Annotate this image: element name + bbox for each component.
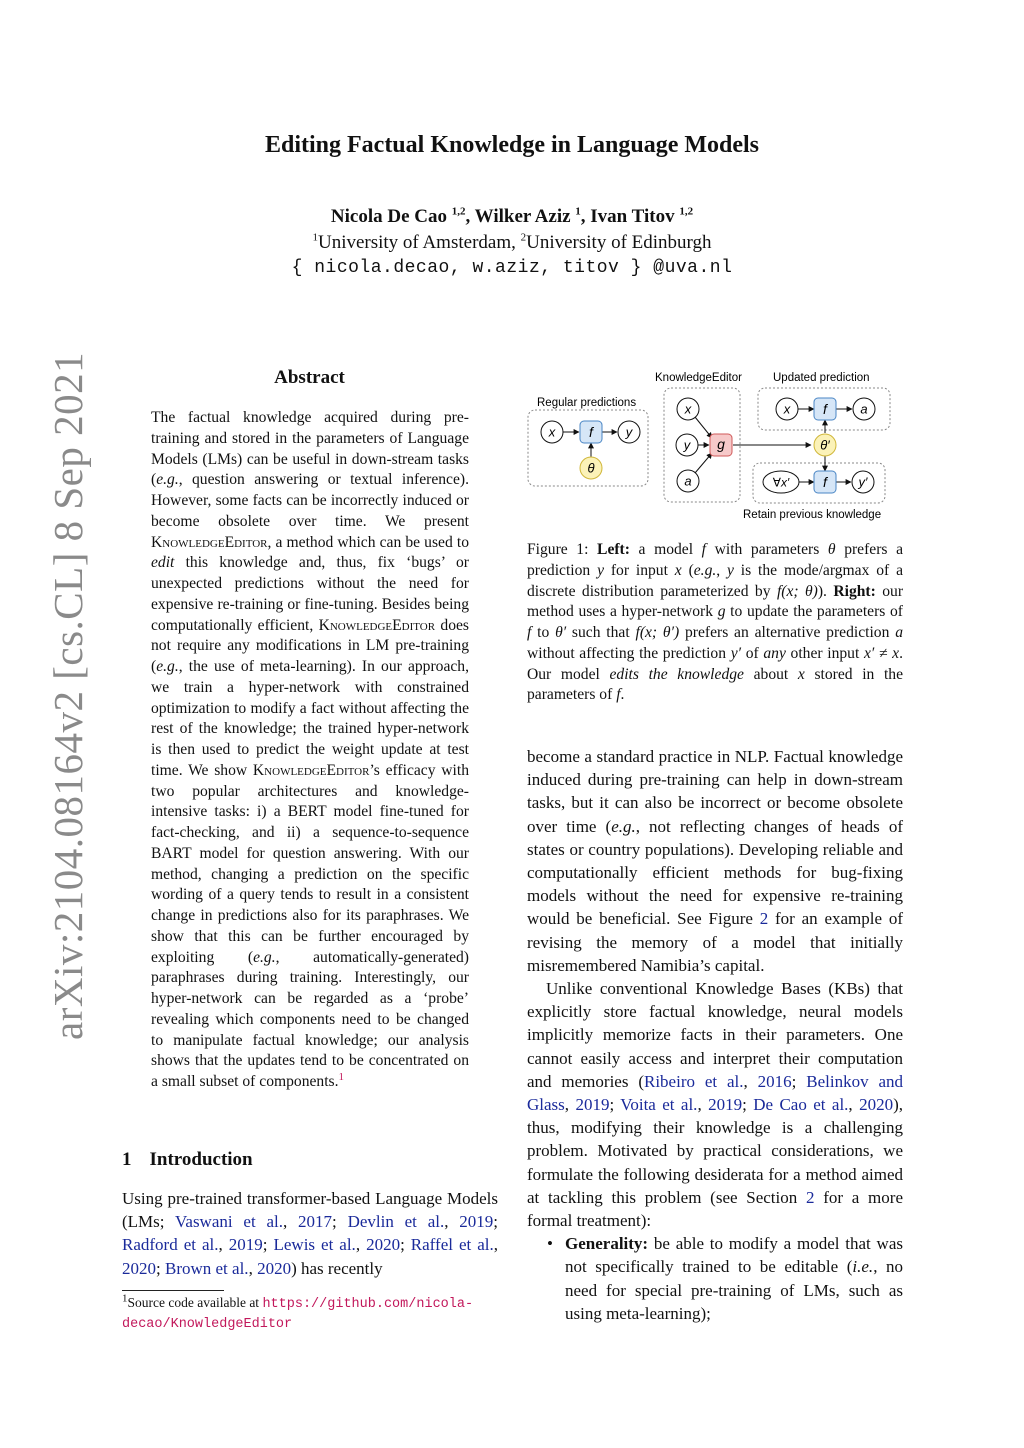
caption-text: without affecting the prediction (527, 644, 731, 662)
punct: ; (609, 1095, 621, 1115)
abstract-text: , automatically-generated) paraphrases during training. Interestingly, our hyper-network can be regarded as a ‘probe’ revealing which components need to be changed to manipulate factual knowledge; our analysis shows that the updates tend to be concentrated on a small subset of components. (151, 948, 469, 1090)
footnote-number: 1 (122, 1292, 128, 1305)
caption-text: prefers an alternative prediction (679, 624, 896, 641)
punct: ; (262, 1235, 274, 1255)
caption-text: prefers a prediction (527, 541, 903, 579)
citation-link[interactable]: Brown et al. (164, 1258, 249, 1278)
abstract-text: does not require any modifications in LM pre-training ( (151, 616, 469, 675)
right-column-body (527, 745, 903, 1325)
citation-year-link[interactable]: 2020 (122, 1258, 156, 1278)
caption-bold: Left: (597, 541, 630, 558)
punct: ; (791, 1071, 807, 1091)
punct: , (218, 1235, 229, 1255)
affil-1: University of Amsterdam, (317, 232, 521, 253)
punct: , (697, 1095, 709, 1115)
punct: ; (400, 1235, 411, 1255)
abstract-text: , a method which can be used to (267, 533, 469, 551)
math: θ′ (555, 624, 567, 641)
label-updated: Updated prediction (773, 372, 870, 384)
author-2: Wilker Aziz (474, 206, 571, 227)
caption-text: such that (566, 624, 636, 641)
node-label: f (823, 474, 827, 490)
citation-link[interactable]: Radford et al. (122, 1235, 219, 1255)
math: x (797, 665, 805, 683)
node-label: ∀x′ (772, 475, 790, 490)
abbr: e.g. (253, 948, 276, 966)
node-label: x (783, 401, 791, 417)
paragraph (527, 977, 903, 1232)
affil-2: University of Edinburgh (526, 232, 712, 253)
affil-mark: 2 (520, 231, 527, 244)
node-label: f (823, 401, 827, 417)
node-label: f (589, 424, 593, 440)
abstract-text: The factual knowledge acquired during pre-training and stored in the parameters of Language Models (LMs) can be useful in down-stream tasks ( (151, 409, 469, 489)
node-label: y (683, 437, 691, 453)
section-ref-link[interactable]: 2 (806, 1187, 815, 1207)
affil-mark: 1 (312, 231, 318, 244)
punct: ; (493, 1212, 498, 1232)
caption-text: our method uses a hyper-network (527, 582, 904, 621)
section-number: 1 (122, 1149, 132, 1170)
edge (695, 417, 712, 438)
intro-text: Using pre-trained transformer-based Language Models (LMs; (122, 1189, 498, 1232)
bullet-dot: • (547, 1234, 553, 1254)
author-3-affil: 1,2 (679, 205, 694, 218)
math: f (527, 624, 532, 641)
citation-link[interactable]: Devlin et al. (347, 1212, 445, 1232)
caption-text: . Our model (527, 644, 904, 683)
citation-year-link[interactable]: 2020 (859, 1095, 894, 1115)
body-text: , not reflecting changes of heads of states or country populations). Developing reliable and computationally efficient methods for bug-fixing models without the need for expensive re-training would be beneficial. See Figure (527, 816, 903, 929)
caption-text: . (620, 686, 625, 704)
footnote-url-link[interactable]: https://github.com/nicola-decao/KnowledgeEditor (122, 1297, 474, 1332)
intro-paragraph (122, 1187, 498, 1280)
caption-text: to (531, 624, 556, 641)
punct: , (248, 1258, 258, 1278)
node-label: g (717, 436, 725, 452)
math: x (674, 561, 682, 579)
caption-text: ). (817, 582, 834, 600)
caption-text: about (743, 665, 798, 683)
math: a (895, 624, 903, 641)
abbr: e.g. (693, 561, 717, 579)
body-text: for a more formal treatment): (527, 1187, 903, 1231)
node-label: θ′ (820, 437, 830, 453)
emphasis: edits the knowledge (609, 665, 744, 683)
section-title: Introduction (149, 1149, 253, 1170)
citation-link[interactable]: Belinkov and Glass (527, 1071, 903, 1115)
author-1: Nicola De Cao (330, 206, 447, 227)
math: f(x; θ′) (635, 624, 680, 641)
body-text: become a standard practice in NLP. Factual knowledge induced during pre-training can help in down-stream tasks, but it can also be incorrect or become obsolete over time ( (527, 747, 903, 836)
citation-link[interactable]: Vaswani et al. (175, 1212, 283, 1232)
math: y (727, 561, 734, 579)
citation-year-link[interactable]: 2020 (366, 1235, 401, 1255)
caption-text: is the mode/argmax of a discrete distribution parameterized by (527, 561, 904, 600)
body-text: be able to modify a model that was not specifically trained to be editable ( (565, 1234, 903, 1277)
punct: , (444, 1212, 460, 1232)
bullet-item (527, 1232, 903, 1325)
figure-ref-link[interactable]: 2 (759, 909, 769, 929)
citation-year-link[interactable]: 2020 (257, 1258, 292, 1278)
label-editor: KnowledgeEditor (655, 372, 742, 384)
node-label: x (684, 401, 692, 417)
abstract-text: this knowledge and, thus, fix ‘bugs’ or unexpected predictions without the need for expensive re-training or fine-tuning. Besides being computationally efficient, (151, 554, 469, 634)
paper-title: Editing Factual Knowledge in Language Models (264, 132, 760, 158)
affiliations (0, 232, 1024, 254)
caption-label: Figure 1: (527, 541, 598, 558)
figure-1-diagram (525, 365, 910, 525)
arxiv-stamp: arXiv:2104.08164v2 [cs.CL] 8 Sep 2021 (45, 351, 91, 1040)
bullet-heading: Generality: (565, 1234, 649, 1254)
author-1-affil: 1,2 (451, 205, 466, 218)
caption-text: of (741, 644, 764, 662)
punct: , (282, 1212, 299, 1232)
caption-text: to update the parameters of (725, 603, 903, 621)
abbr: e.g. (611, 816, 636, 836)
caption-text: with parameters (706, 541, 828, 558)
abstract-body (151, 408, 469, 1093)
emphasis: any (763, 644, 786, 662)
abstract-text: , the use of meta-learning). In our approach, we train a hyper-network with constrained optimization to modify a fact without affecting the rest of the knowledge; the trained hyper-network is then used to predict the weight update at test time. We show (151, 658, 469, 779)
caption-text: a model (629, 541, 702, 558)
caption-text: stored in the parameters of (527, 665, 904, 704)
footnote-rule (122, 1290, 224, 1291)
punct: , (743, 1071, 758, 1091)
caption-bold: Right: (833, 582, 876, 600)
method-name: KnowledgeEditor (318, 616, 436, 634)
citation-link[interactable]: Lewis et al. (273, 1235, 356, 1255)
caption-text: , (716, 561, 728, 579)
footnote-marker[interactable]: 1 (338, 1070, 345, 1083)
math: g (717, 603, 726, 621)
citation-year-link[interactable]: 2019 (708, 1095, 743, 1115)
edge (695, 453, 712, 473)
abbr: e.g. (156, 658, 179, 675)
abbr: i.e. (852, 1257, 874, 1277)
punct: , (564, 1095, 576, 1115)
footnote (122, 1294, 502, 1334)
citation-year-link[interactable]: 2019 (459, 1212, 494, 1232)
punct: , (848, 1095, 860, 1115)
author-2-affil: 1 (575, 205, 581, 218)
citation-year-link[interactable]: 2016 (757, 1071, 792, 1091)
math: θ (827, 541, 836, 558)
math: f(x; θ) (776, 582, 818, 600)
math: x′ ≠ x (863, 644, 900, 662)
emphasis: edit (151, 554, 175, 572)
abstract-text: , question answering or textual inference). However, some facts can be incorrectly induced or become obsolete over time. We present (151, 471, 469, 530)
node-label: y (625, 424, 633, 440)
abbr: e.g. (156, 471, 179, 489)
punct: , (355, 1235, 367, 1255)
math: y′ (730, 644, 742, 662)
author-list (0, 206, 1024, 228)
punct: ; (332, 1212, 348, 1232)
citation-year-link[interactable]: 2019 (228, 1235, 263, 1255)
figure-caption (527, 540, 903, 706)
separator: , (465, 206, 475, 227)
section-heading (122, 1149, 253, 1171)
punct: ; (742, 1095, 754, 1115)
caption-text: other input (785, 644, 864, 662)
separator: , (580, 206, 591, 227)
math: f (701, 541, 706, 558)
citation-link[interactable]: Voita et al. (620, 1095, 698, 1115)
citation-year-link[interactable]: 2017 (298, 1212, 333, 1232)
body-text: , no need for special pre-training of LMs, such as using meta-learning); (565, 1257, 904, 1323)
citation-link[interactable]: Raffel et al. (410, 1235, 494, 1255)
author-3: Ivan Titov (590, 206, 675, 227)
body-text: for an example of revising the memory of a model that initially misremembered Namibia’s capital. (527, 909, 903, 975)
citation-link[interactable]: De Cao et al. (753, 1095, 849, 1115)
method-name: KnowledgeEditor (151, 533, 268, 551)
node-label: a (860, 401, 868, 417)
caption-text: for input (604, 561, 675, 579)
method-name: KnowledgeEditor (252, 761, 370, 779)
citation-link[interactable]: Ribeiro et al. (644, 1071, 744, 1091)
citation-year-link[interactable]: 2019 (575, 1095, 610, 1115)
node-label: y′ (858, 474, 868, 490)
label-retain: Retain previous knowledge (743, 509, 882, 521)
caption-text: ( (681, 561, 694, 579)
intro-text: ) has recently (291, 1258, 383, 1278)
paragraph (527, 745, 903, 977)
body-text: Unlike conventional Knowledge Bases (KBs) that explicitly store factual knowledge, neural models implicitly memorize facts in their parameters. One cannot easily access and interpret their computation and memories ( (527, 979, 903, 1091)
math: y (597, 561, 604, 579)
punct: ; (156, 1258, 165, 1278)
math: f (616, 686, 621, 704)
abstract-heading: Abstract (274, 367, 345, 388)
label-regular: Regular predictions (537, 397, 637, 409)
author-emails: { nicola.decao, w.aziz, titov } @uva.nl (291, 258, 733, 278)
punct: , (493, 1235, 498, 1255)
node-label: x (548, 424, 556, 440)
body-text: ), thus, modifying their knowledge is a challenging problem. Motivated by practical considerations, we formulate the following desiderata for a method aimed at tackling this problem (see Section (527, 1095, 903, 1207)
footnote-text: Source code available at (127, 1295, 263, 1310)
abstract-text: ’s efficacy with two popular architectures and knowledge-intensive tasks: i) a BERT model fine-tuned for fact-checking, and ii) a sequence-to-sequence BART model for question answering. With our method, changing a prediction on the specific wording of a query tends to result in a consistent change in predictions also for its paraphrases. We show that this can be further encouraged by exploiting ( (151, 761, 469, 966)
node-label: θ (587, 460, 595, 476)
node-label: a (684, 473, 692, 489)
